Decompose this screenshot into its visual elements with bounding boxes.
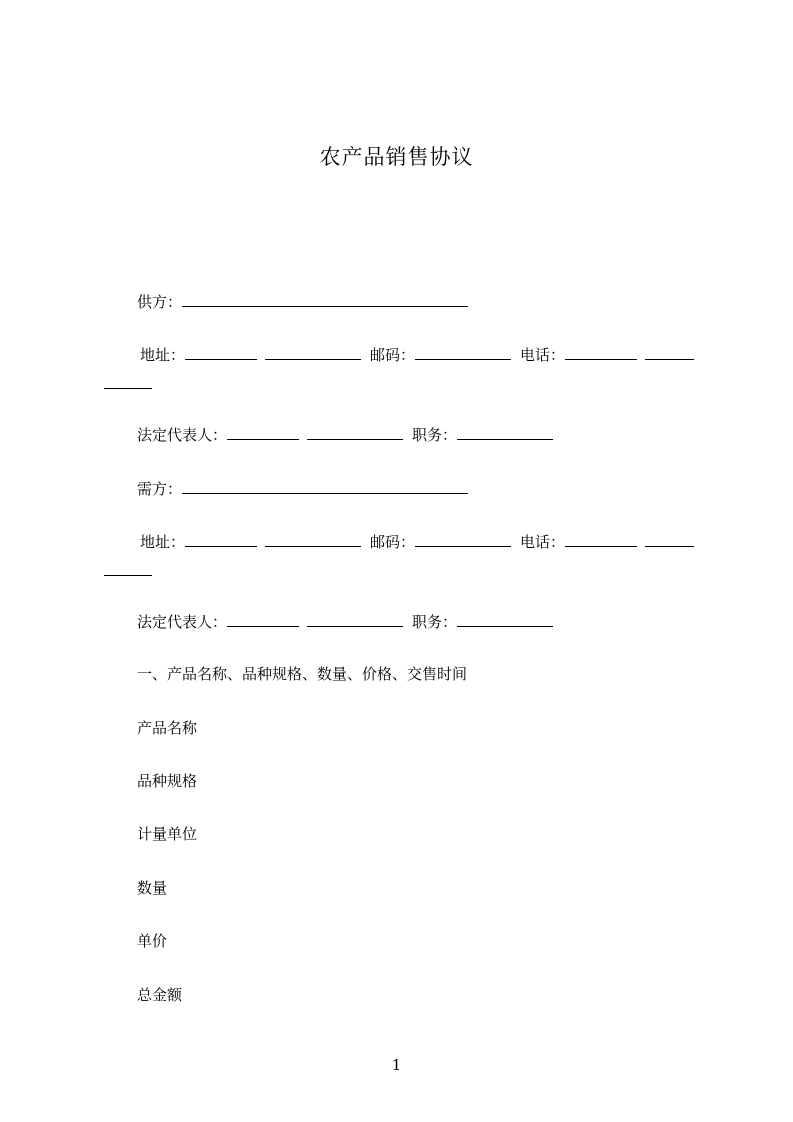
supplier-phone-blank-1[interactable]	[565, 344, 637, 360]
document-title: 农产品销售协议	[319, 145, 474, 169]
section-1-item-total-amount: 总金额	[137, 986, 183, 1004]
buyer-postcode-label: 邮码：	[370, 533, 416, 551]
section-1-item-unit: 计量单位	[137, 825, 198, 843]
buyer-position-blank[interactable]	[457, 611, 553, 627]
buyer-rep-line	[137, 611, 553, 632]
buyer-position-label: 职务：	[412, 613, 458, 631]
supplier-address-blank-1[interactable]	[185, 344, 257, 360]
buyer-address-blank-2[interactable]	[265, 531, 361, 547]
supplier-phone-continuation	[104, 373, 152, 394]
section-1-item-unit-price: 单价	[137, 932, 168, 950]
buyer-phone-blank-2[interactable]	[645, 531, 694, 547]
supplier-phone-blank-2[interactable]	[645, 344, 694, 360]
buyer-address-line	[140, 531, 694, 552]
buyer-phone-blank-1[interactable]	[565, 531, 637, 547]
buyer-postcode-blank[interactable]	[415, 531, 511, 547]
supplier-address-line	[140, 344, 694, 365]
buyer-rep-blank-1[interactable]	[227, 611, 299, 627]
buyer-label: 需方：	[137, 480, 183, 498]
section-1-item-quantity: 数量	[137, 879, 168, 897]
buyer-phone-blank-3[interactable]	[104, 560, 152, 576]
page-number: 1	[391, 1056, 402, 1074]
supplier-rep-blank-1[interactable]	[227, 424, 299, 440]
buyer-address-blank-1[interactable]	[185, 531, 257, 547]
buyer-name-blank[interactable]	[182, 478, 468, 494]
supplier-address-label: 地址：	[140, 346, 186, 364]
supplier-name-blank[interactable]	[182, 291, 468, 307]
supplier-position-blank[interactable]	[457, 424, 553, 440]
supplier-position-label: 职务：	[412, 426, 458, 444]
supplier-label: 供方：	[137, 293, 183, 311]
buyer-phone-label: 电话：	[520, 533, 566, 551]
section-1-item-product-name: 产品名称	[137, 719, 198, 737]
supplier-rep-blank-2[interactable]	[307, 424, 403, 440]
supplier-postcode-blank[interactable]	[415, 344, 511, 360]
buyer-line	[137, 478, 468, 499]
supplier-address-blank-2[interactable]	[265, 344, 361, 360]
buyer-rep-label: 法定代表人：	[137, 613, 228, 631]
section-1-item-variety-spec: 品种规格	[137, 772, 198, 790]
supplier-phone-label: 电话：	[520, 346, 566, 364]
buyer-rep-blank-2[interactable]	[307, 611, 403, 627]
supplier-postcode-label: 邮码：	[370, 346, 416, 364]
buyer-address-label: 地址：	[140, 533, 186, 551]
supplier-line	[137, 291, 468, 312]
supplier-phone-blank-3[interactable]	[104, 373, 152, 389]
supplier-rep-label: 法定代表人：	[137, 426, 228, 444]
supplier-rep-line	[137, 424, 553, 445]
buyer-phone-continuation	[104, 560, 152, 581]
section-1-heading: 一、产品名称、品种规格、数量、价格、交售时间	[137, 665, 468, 683]
